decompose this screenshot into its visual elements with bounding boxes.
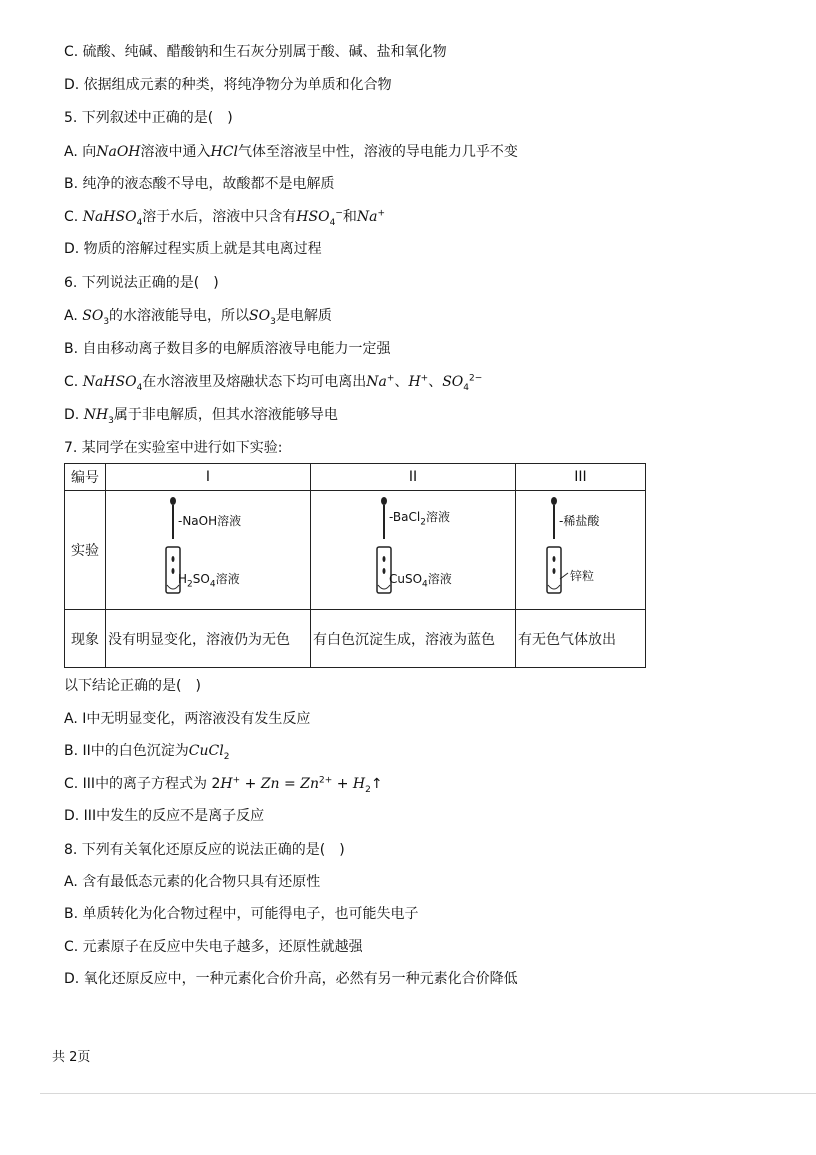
q8-option-d: D. 氧化还原反应中，一种元素化合价升高，必然有另一种元素化合价降低 (64, 971, 518, 987)
q7-option-c: C. III中的离子方程式为 $2H^+ + Zn = Zn^{2+}$ + $H_2↑$ (64, 775, 383, 795)
q8-option-c: C. 元素原子在反应中失电子越多，还原性就越强 (64, 939, 363, 955)
col-header-number: 编号 (65, 464, 106, 491)
reagent-bacl2: -BaCl$_2$溶液 (389, 510, 450, 528)
q6-option-d: D. $NH_3$属于非电解质，但其水溶液能够导电 (64, 407, 338, 426)
q7-stem: 7. 某同学在实验室中进行如下实验: (64, 440, 283, 456)
q7-sub-stem: 以下结论正确的是( ) (64, 678, 201, 694)
q7-option-a: A. I中无明显变化，两溶液没有发生反应 (64, 711, 311, 727)
bottom-divider (40, 1093, 816, 1094)
q8-option-b: B. 单质转化为化合物过程中，可能得电子，也可能失电子 (64, 906, 419, 922)
table-experiment-row (65, 491, 646, 610)
col-header-3: III (516, 464, 646, 491)
q8-option-a: A. 含有最低态元素的化合物只具有还原性 (64, 874, 321, 890)
table-header-row (65, 464, 646, 491)
observation-2: 有白色沉淀生成，溶液为蓝色 (311, 610, 516, 668)
experiment-cell-2 (311, 491, 516, 610)
observation-3: 有无色气体放出 (516, 610, 646, 668)
dropper-tube-diagram-icon (106, 491, 311, 609)
q7-option-b: B. II中的白色沉淀为CuCl$_2$ (64, 743, 230, 762)
reagent-cuso4: CuSO$_4$溶液 (389, 572, 452, 590)
col-header-2: II (311, 464, 516, 491)
experiment-cell-1 (106, 491, 311, 610)
q6-option-c: C. NaHSO$_4$在水溶液里及熔融状态下均可电离出Na+、H+、$SO_4^{2-}$ (64, 373, 483, 393)
q6-stem: 6. 下列说法正确的是( ) (64, 275, 219, 291)
experiment-table (64, 463, 646, 668)
q5-option-d: D. 物质的溶解过程实质上就是其电离过程 (64, 241, 322, 257)
experiment-cell-3 (516, 491, 646, 610)
row-header-observation: 现象 (65, 610, 106, 668)
reagent-naoh: -NaOH溶液 (178, 514, 242, 528)
reagent-hcl: -稀盐酸 (559, 514, 600, 528)
q4-option-d: D. 依据组成元素的种类，将纯净物分为单质和化合物 (64, 77, 392, 93)
reagent-zinc: 锌粒 (570, 569, 595, 583)
q5-stem: 5. 下列叙述中正确的是( ) (64, 110, 233, 126)
table-observation-row (65, 610, 646, 668)
q5-option-c: C. NaHSO$_4$溶于水后，溶液中只含有$HSO_4^-$和Na+ (64, 208, 386, 228)
page-count: 共 2页 (52, 1050, 91, 1065)
reagent-h2so4: $H_2SO_4$溶液 (178, 572, 240, 590)
row-header-experiment: 实验 (65, 491, 106, 610)
q6-option-b: B. 自由移动离子数目多的电解质溶液导电能力一定强 (64, 341, 391, 357)
observation-1: 没有明显变化，溶液仍为无色 (106, 610, 311, 668)
q5-option-b: B. 纯净的液态酸不导电，故酸都不是电解质 (64, 176, 335, 192)
q7-option-d: D. III中发生的反应不是离子反应 (64, 808, 265, 824)
q4-option-c: C. 硫酸、纯碱、醋酸钠和生石灰分别属于酸、碱、盐和氧化物 (64, 44, 447, 60)
q6-option-a: A. $SO_3$的水溶液能导电，所以$SO_3$是电解质 (64, 308, 332, 327)
q5-option-a: A. 向NaOH溶液中通入HCl气体至溶液呈中性，溶液的导电能力几乎不变 (64, 144, 518, 160)
q8-stem: 8. 下列有关氧化还原反应的说法正确的是( ) (64, 842, 345, 858)
dropper-tube-diagram-icon (516, 491, 646, 609)
col-header-1: I (106, 464, 311, 491)
